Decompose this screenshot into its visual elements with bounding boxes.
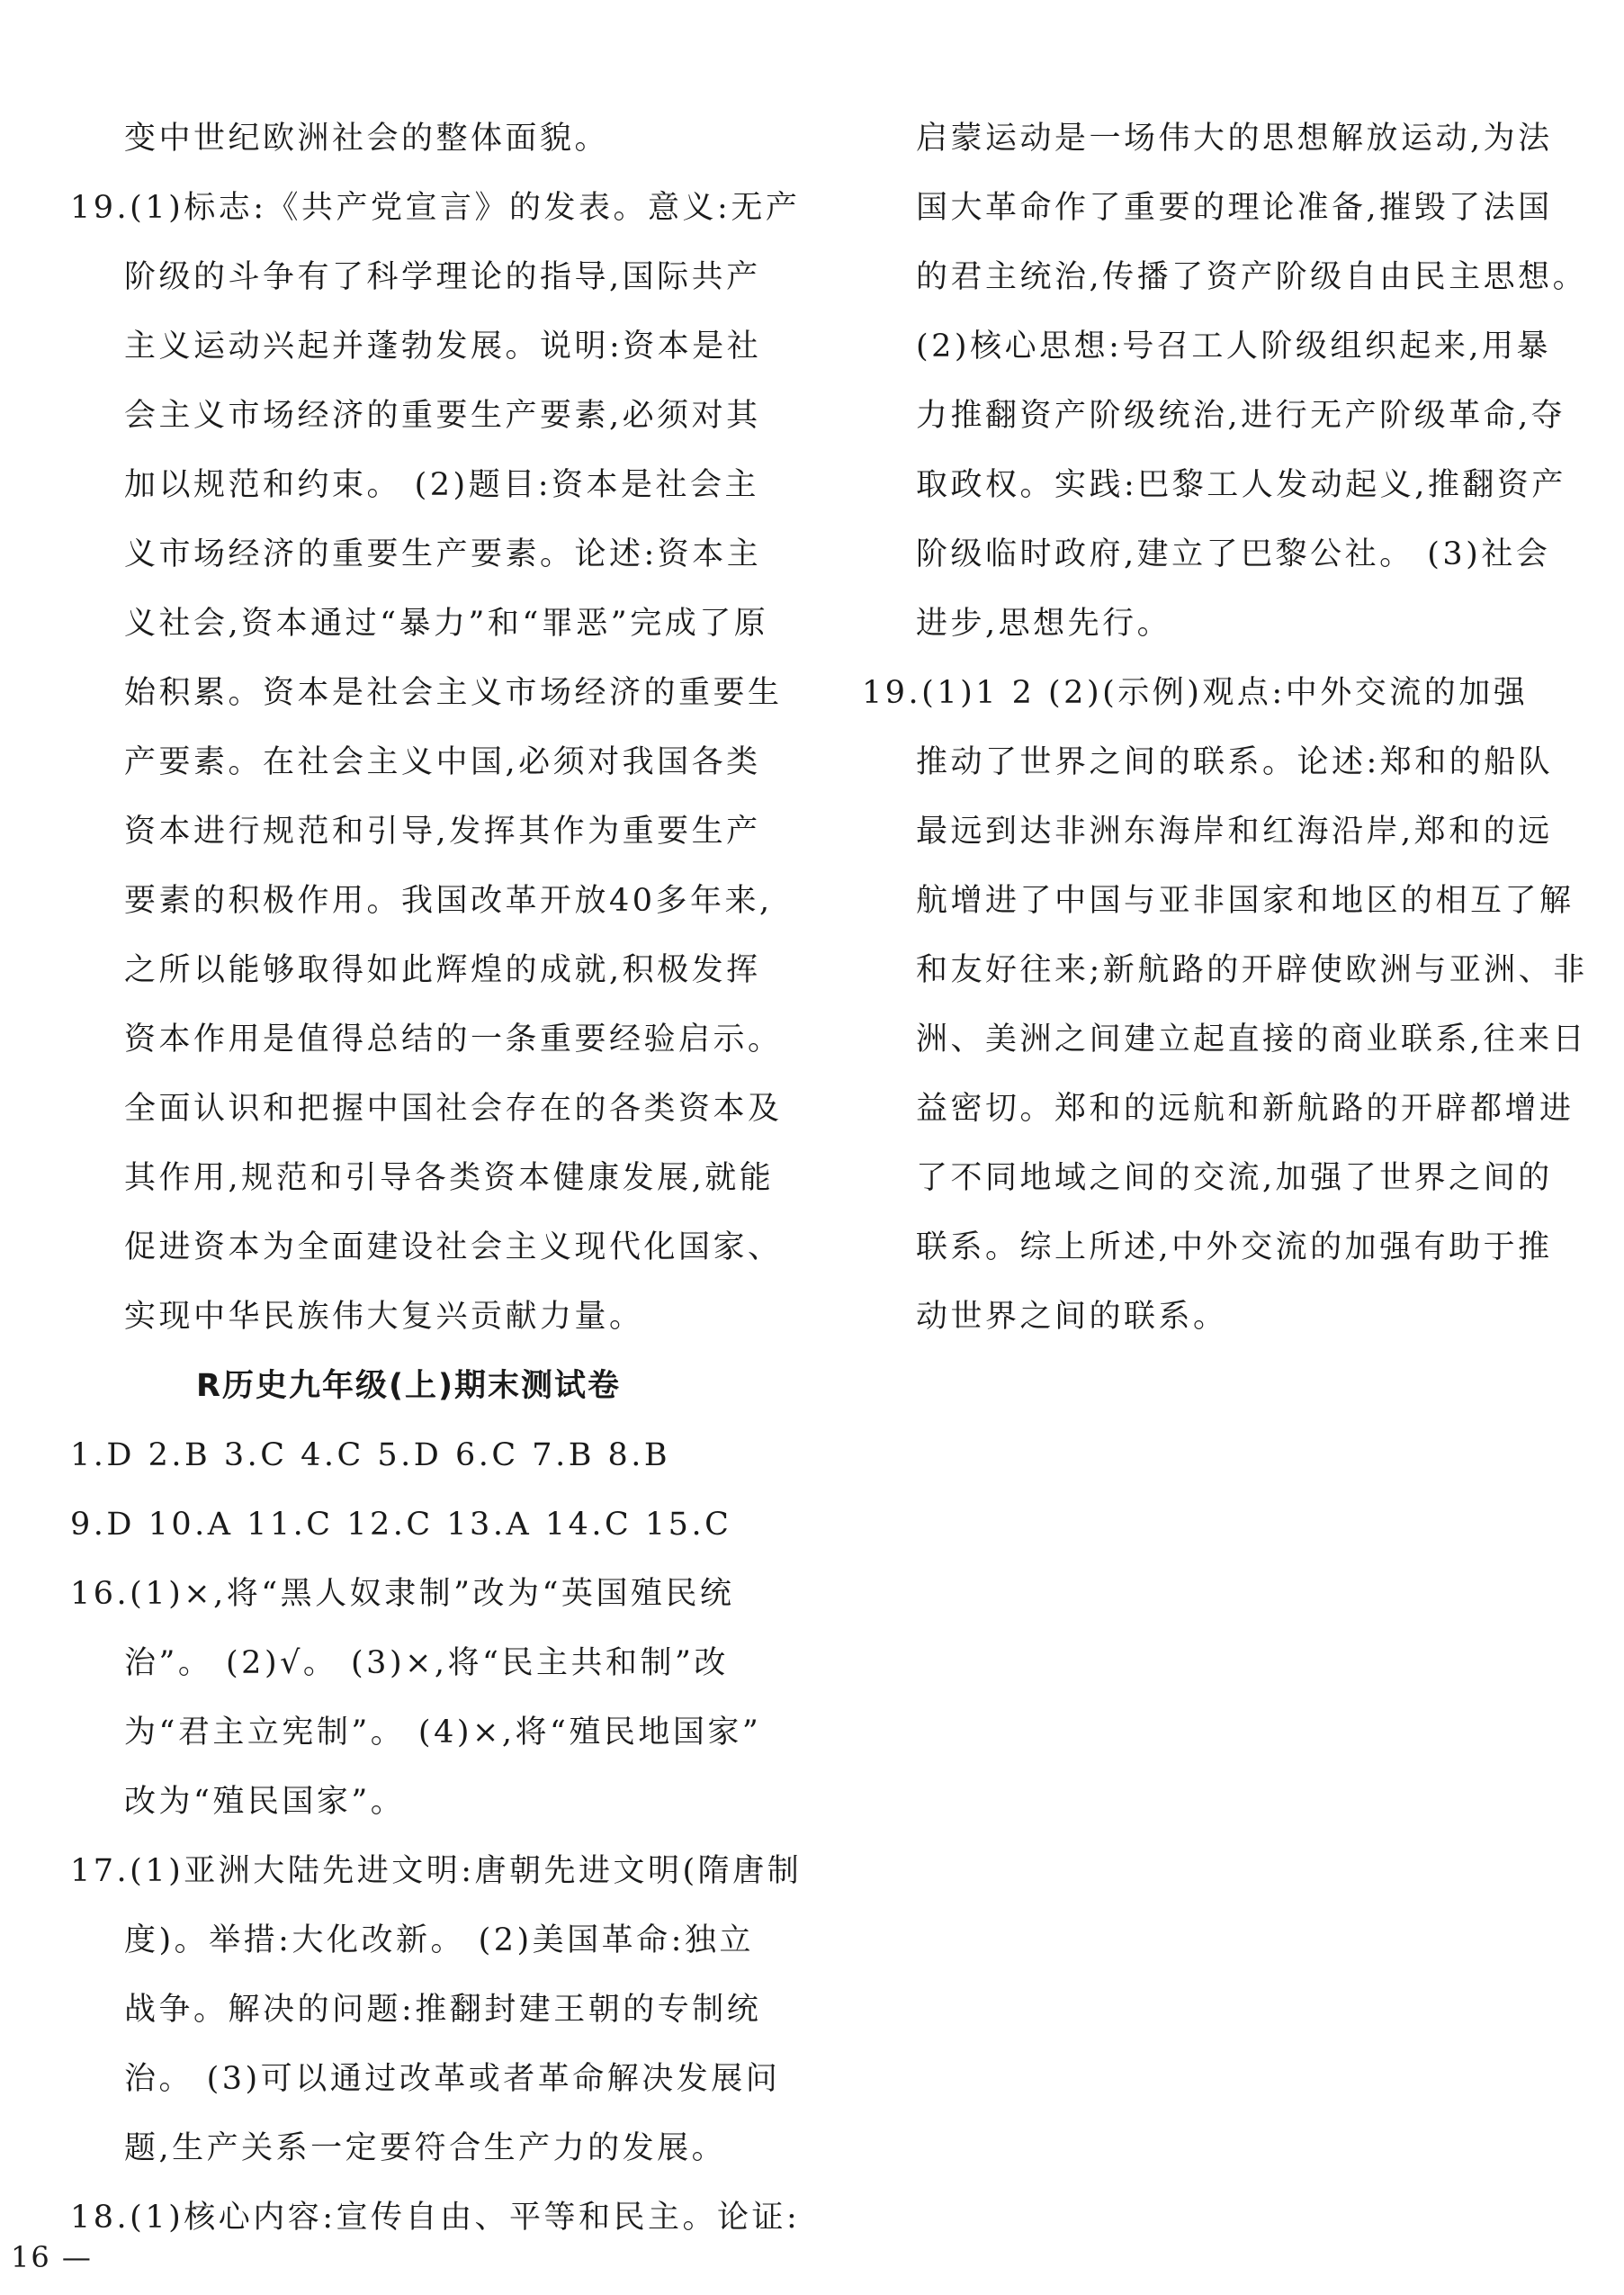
text-line: 1.D 2.B 3.C 4.C 5.D 6.C 7.B 8.B	[70, 1437, 671, 1473]
text-line: 19.(1)标志:《共产党宣言》的发表。意义:无产	[70, 190, 801, 226]
text-line: 治。 (3)可以通过改革或者革命解决发展问	[124, 2061, 781, 2097]
text-line: 最远到达非洲东海岸和红海沿岸,郑和的远	[916, 814, 1553, 850]
text-line: 阶级临时政府,建立了巴黎公社。 (3)社会	[916, 536, 1551, 572]
text-line: 19.(1)1 2 (2)(示例)观点:中外交流的加强	[862, 675, 1529, 711]
text-line: 推动了世界之间的联系。论述:郑和的船队	[916, 744, 1554, 780]
text-line: 产要素。在社会主义中国,必须对我国各类	[124, 744, 761, 780]
text-line: 始积累。资本是社会主义市场经济的重要生	[124, 675, 783, 711]
text-line: 改为“殖民国家”。	[124, 1784, 406, 1820]
text-line: 其作用,规范和引导各类资本健康发展,就能	[124, 1160, 775, 1196]
text-line: 促进资本为全面建设社会主义现代化国家、	[124, 1229, 783, 1265]
text-line: 16.(1)×,将“黑人奴隶制”改为“英国殖民统	[70, 1576, 735, 1612]
text-line: 为“君主立宪制”。 (4)×,将“殖民地国家”	[124, 1714, 762, 1750]
text-line: 之所以能够取得如此辉煌的成就,积极发挥	[124, 952, 761, 988]
text-line: 17.(1)亚洲大陆先进文明:唐朝先进文明(隋唐制	[70, 1853, 803, 1889]
left-column	[70, 104, 803, 2253]
right-column	[862, 104, 1588, 1352]
text-line: 全面认识和把握中国社会存在的各类资本及	[124, 1091, 783, 1127]
text-line: 18.(1)核心内容:宣传自由、平等和民主。论证:	[70, 2200, 801, 2236]
text-line: 要素的积极作用。我国改革开放40多年来,	[124, 883, 773, 919]
text-line: 益密切。郑和的远航和新航路的开辟都增进	[916, 1091, 1575, 1127]
text-line: 加以规范和约束。 (2)题目:资本是社会主	[124, 467, 759, 503]
text-line: 了不同地域之间的交流,加强了世界之间的	[916, 1160, 1553, 1196]
text-line: 的君主统治,传播了资产阶级自由民主思想。	[916, 259, 1588, 295]
text-line: 启蒙运动是一场伟大的思想解放运动,为法	[916, 121, 1553, 157]
text-line: 战争。解决的问题:推翻封建王朝的专制统	[124, 1992, 762, 2028]
text-line: 洲、美洲之间建立起直接的商业联系,往来日	[916, 1022, 1588, 1058]
text-line: 度)。举措:大化改新。 (2)美国革命:独立	[124, 1922, 754, 1958]
text-line: 力推翻资产阶级统治,进行无产阶级革命,夺	[916, 398, 1566, 434]
text-line: 资本作用是值得总结的一条重要经验启示。	[124, 1022, 783, 1058]
text-line: 义社会,资本通过“暴力”和“罪恶”完成了原	[124, 606, 769, 642]
text-line: 题,生产关系一定要符合生产力的发展。	[124, 2130, 727, 2166]
text-line: 联系。综上所述,中外交流的加强有助于推	[916, 1229, 1553, 1265]
text-line: 阶级的斗争有了科学理论的指导,国际共产	[124, 259, 761, 295]
text-line: 会主义市场经济的重要生产要素,必须对其	[124, 398, 761, 434]
section-heading: R历史九年级(上)期末测试卷	[196, 1368, 621, 1404]
text-line: 和友好往来;新航路的开辟使欧洲与亚洲、非	[916, 952, 1588, 988]
page-number: 16 —	[11, 2240, 93, 2274]
text-line: 取政权。实践:巴黎工人发动起义,推翻资产	[916, 467, 1566, 503]
text-line: 9.D 10.A 11.C 12.C 13.A 14.C 15.C	[70, 1507, 732, 1543]
text-line: 资本进行规范和引导,发挥其作为重要生产	[124, 814, 761, 850]
text-line: 进步,思想先行。	[916, 606, 1172, 642]
text-line: 主义运动兴起并蓬勃发展。说明:资本是社	[124, 328, 762, 364]
text-line: 变中世纪欧洲社会的整体面貌。	[124, 121, 610, 157]
text-line: 义市场经济的重要生产要素。论述:资本主	[124, 536, 762, 572]
text-line: 实现中华民族伟大复兴贡献力量。	[124, 1299, 644, 1335]
text-line: 动世界之间的联系。	[916, 1299, 1228, 1335]
text-line: 国大革命作了重要的理论准备,摧毁了法国	[916, 190, 1553, 226]
text-line: (2)核心思想:号召工人阶级组织起来,用暴	[916, 328, 1551, 364]
text-line: 航增进了中国与亚非国家和地区的相互了解	[916, 883, 1575, 919]
text-line: 治”。 (2)√。 (3)×,将“民主共和制”改	[124, 1645, 729, 1681]
